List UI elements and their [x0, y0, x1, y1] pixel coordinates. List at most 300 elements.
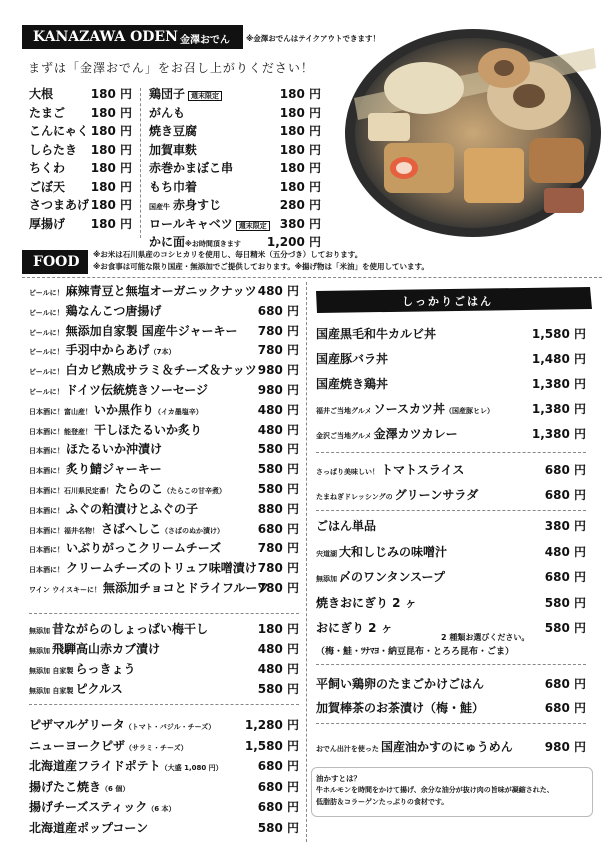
menu-row [29, 141, 132, 159]
item-prefix: 宍道湖 [316, 549, 337, 558]
item-prefix: ビールに！ [29, 328, 64, 337]
menu-item-left [29, 381, 208, 398]
rice-divider [316, 664, 586, 665]
menu-item-left [29, 401, 203, 418]
item-name: ほたるいか沖漬け [66, 442, 163, 457]
menu-item-left [316, 375, 388, 392]
item-prefix: 無添加 自家製 [29, 687, 74, 695]
menu-item-left [316, 517, 376, 534]
item-price: 480 円 [257, 662, 299, 676]
menu-item-left [29, 819, 148, 836]
menu-row [149, 141, 321, 159]
item-price: 680 円 [257, 800, 299, 814]
item-price: 580 円 [257, 820, 299, 835]
menu-row [29, 401, 299, 419]
menu-item-left [29, 440, 162, 457]
menu-item-left [29, 757, 223, 774]
menu-row [316, 486, 586, 504]
menu-row [29, 196, 132, 214]
item-price: 680 円 [257, 759, 299, 773]
item-prefix: 日本酒に！ [29, 546, 64, 555]
item-name: しらたき [29, 142, 78, 157]
item-name: らっきょう [75, 662, 136, 676]
item-name: いか黒作り [94, 402, 155, 417]
item-price: 780 円 [257, 561, 299, 576]
item-price: 880 円 [257, 501, 299, 516]
menu-row [29, 361, 299, 379]
menu-row [316, 425, 586, 443]
menu-row [29, 737, 299, 755]
menu-item-left [29, 460, 162, 477]
item-name: ソースカツ丼 [373, 402, 445, 416]
tkg-list [316, 675, 586, 720]
item-price: 780 円 [257, 343, 299, 358]
menu-row [29, 716, 299, 734]
item-name: ニューヨークピザ [29, 738, 126, 753]
menu-item-left [316, 350, 388, 367]
item-price: 580 円 [257, 442, 299, 457]
menu-row [29, 520, 299, 538]
item-price: 580 円 [544, 621, 586, 635]
hearty-title: しっかりごはん [402, 295, 493, 308]
item-name: ごぼ天 [29, 179, 66, 194]
pickle-list [29, 620, 299, 700]
item-name: 〆のワンタンスープ [339, 570, 445, 584]
item-price: 480 円 [257, 642, 299, 656]
item-name: 手羽中からあげ [65, 343, 150, 358]
item-name: ちくわ [29, 161, 66, 175]
menu-item-left [316, 675, 484, 692]
menu-item-left [316, 543, 447, 560]
menu-row [29, 341, 299, 359]
item-name: がんも [149, 105, 186, 120]
item-name: さつまあげ [29, 198, 90, 212]
item-prefix: 日本酒に！ [29, 566, 64, 575]
item-prefix: 無添加 自家製 [29, 667, 74, 675]
menu-item-left [316, 325, 436, 342]
item-prefix: 日本酒に！石川県民定番！ [29, 487, 113, 495]
item-name: 加賀棒茶のお茶漬け（梅・鮭） [316, 701, 485, 715]
menu-item-left [29, 282, 257, 299]
menu-row [149, 178, 321, 196]
item-price: 580 円 [257, 682, 299, 696]
item-name: ドイツ伝統焼きソーセージ [65, 383, 209, 397]
item-price: 680 円 [544, 677, 586, 691]
menu-row [29, 680, 299, 698]
item-price: 180 円 [90, 216, 132, 231]
item-price: 180 円 [279, 142, 321, 157]
menu-item-left [29, 480, 226, 497]
item-name: 赤身すじ [173, 198, 222, 212]
item-price: 180 円 [279, 124, 321, 138]
item-prefix: 無添加 [316, 575, 337, 583]
item-prefix: 日本酒に！ [29, 447, 64, 456]
menu-row [316, 594, 586, 612]
menu-row [29, 539, 299, 557]
menu-item-left [29, 159, 65, 176]
menu-item-left [149, 104, 185, 121]
item-prefix: 日本酒に！福井名物！ [29, 526, 99, 535]
item-prefix: 無添加 [29, 647, 50, 655]
item-name: 国産豚バラ丼 [316, 352, 389, 366]
onigiri-flavors: （梅・鮭・ﾂﾅﾏﾖ・納豆昆布・とろろ昆布・ごま） [316, 647, 515, 657]
menu-row [29, 440, 299, 458]
item-prefix: ビールに！ [29, 308, 64, 317]
menu-item-left [316, 699, 484, 716]
menu-item-left [29, 660, 135, 677]
item-price: 980 円 [257, 363, 299, 378]
food-note-2: ※お食事は可能な限り国産・無添加でご提供しております。※揚げ物は「米油」を使用しています。 [93, 262, 429, 271]
menu-row [316, 400, 586, 418]
menu-item-left [29, 520, 224, 537]
item-price: 480 円 [544, 544, 586, 559]
menu-row [149, 196, 321, 214]
item-price: 180 円 [90, 105, 132, 120]
aburakasu-text-2: 低脂肪＆コラーゲンたっぷりの食材です。 [316, 798, 449, 806]
item-name: 揚げチーズスティック [29, 800, 148, 814]
menu-row [29, 178, 132, 196]
pickle-divider [29, 704, 299, 705]
menu-item-left [149, 159, 233, 176]
menu-item-left [29, 539, 221, 556]
item-name: 昔ながらのしょっぱい梅干し [52, 622, 209, 636]
item-name: 大和しじみの味噌汁 [339, 544, 448, 559]
item-name: さばへしこ [101, 521, 162, 536]
nyumen-row [316, 738, 586, 756]
item-note: （サラミ・チーズ） [125, 743, 188, 752]
takeout-note: ※金澤おでんはテイクアウトできます！ [246, 34, 381, 43]
western-list [29, 716, 299, 836]
item-name: 白カビ熟成サラミ＆チーズ＆ナッツ [65, 363, 257, 378]
menu-item-left [316, 400, 494, 417]
menu-row [316, 738, 586, 756]
item-price: 1,580 円 [531, 327, 586, 341]
item-price: 180 円 [279, 179, 321, 194]
aburakasu-box [311, 767, 593, 817]
menu-item-left [316, 568, 445, 585]
menu-row [29, 159, 132, 177]
item-prefix: 日本酒に！ [29, 506, 64, 515]
item-price: 1,380 円 [531, 427, 586, 441]
menu-row [149, 104, 321, 122]
menu-item-left [29, 798, 176, 815]
item-name: 無添加自家製 国産牛ジャーキー [65, 323, 238, 338]
item-price: 380 円 [279, 216, 321, 231]
menu-row [29, 282, 299, 300]
menu-row [29, 381, 299, 399]
menu-row [29, 757, 299, 775]
menu-item-left [149, 196, 221, 213]
item-name: ピザマルゲリータ [29, 718, 125, 732]
tag-title-jp: 金澤おでん [180, 35, 230, 46]
item-price: 180 円 [90, 124, 132, 138]
menu-row [29, 620, 299, 638]
menu-row [29, 215, 132, 233]
item-prefix: たまねぎドレッシングの [316, 493, 393, 501]
onigiri-note: 2 種類お選びください。 [441, 633, 530, 642]
item-price: 1,280 円 [244, 718, 299, 732]
salad-list [316, 461, 586, 511]
item-price: 680 円 [544, 701, 586, 715]
salad-divider [316, 510, 586, 511]
menu-item-left [29, 322, 238, 339]
item-name: 揚げたこ焼き [29, 779, 102, 794]
menu-item-left [316, 619, 393, 636]
item-note: （イカ墨塩辛） [154, 407, 203, 416]
item-note: （大盛 1,080 円） [160, 764, 223, 772]
item-note: ※お時間頂きます [185, 240, 241, 248]
menu-row [29, 660, 299, 678]
item-price: 680 円 [257, 521, 299, 536]
item-price: 480 円 [257, 402, 299, 417]
menu-item-left [149, 178, 197, 195]
menu-row [316, 543, 586, 561]
food-top-rule [22, 277, 602, 278]
menu-item-left [29, 680, 123, 697]
menu-row [29, 421, 299, 439]
menu-row [29, 302, 299, 320]
item-prefix: 日本酒に！ [29, 467, 64, 476]
item-price: 1,480 円 [531, 352, 586, 366]
item-name: いぶりがっこクリームチーズ [66, 541, 222, 556]
snack-divider [29, 613, 299, 614]
tkg-divider [316, 723, 586, 724]
menu-item-left [316, 461, 464, 478]
item-price: 580 円 [544, 595, 586, 610]
menu-item-left [316, 425, 458, 442]
item-name: もち巾着 [149, 179, 198, 194]
item-prefix: ビールに！ [29, 289, 64, 297]
weekend-badge: 週末限定 [236, 221, 270, 231]
menu-item-left [29, 500, 198, 517]
intro-text: まずは「金澤おでん」をお召し上がりください！ [28, 61, 314, 75]
item-price: 680 円 [257, 303, 299, 318]
item-prefix: ワイン ウイスキーに！ [29, 586, 101, 594]
aburakasu-question: 油かすとは？ [316, 774, 361, 783]
item-name: 麻辣青豆と無塩オーガニックナッツ [65, 284, 257, 298]
item-prefix: 金沢ご当地グルメ [316, 432, 372, 440]
menu-item-left [29, 579, 269, 596]
item-price: 480 円 [257, 284, 299, 298]
item-name: 国産焼き鶏丼 [316, 377, 389, 391]
item-name: グリーンサラダ [394, 488, 479, 502]
item-prefix: おでん出汁を使った [316, 745, 379, 753]
menu-item-left [29, 196, 89, 213]
menu-row [29, 819, 299, 837]
menu-item-left [29, 215, 65, 232]
menu-item-left [149, 141, 197, 158]
item-note: （6 個） [101, 784, 130, 793]
item-name: たまご [29, 105, 66, 120]
menu-row [29, 500, 299, 518]
item-name: かに面 [149, 235, 186, 249]
item-price: 180 円 [257, 622, 299, 636]
menu-row [316, 325, 586, 343]
menu-row [29, 460, 299, 478]
item-price: 580 円 [257, 462, 299, 477]
item-price: 180 円 [90, 179, 132, 194]
menu-row [149, 85, 321, 103]
item-name: 干しほたるいか炙り [94, 422, 203, 437]
column-divider [306, 282, 307, 842]
item-price: 180 円 [279, 87, 321, 101]
menu-item-left [29, 361, 257, 378]
tag-title: KANAZAWA ODEN [33, 29, 178, 45]
menu-row [316, 461, 586, 479]
item-price: 180 円 [279, 161, 321, 175]
item-name: ごはん単品 [316, 519, 377, 533]
item-name: 厚揚げ [29, 216, 66, 231]
oden-divider [140, 88, 141, 238]
item-price: 780 円 [257, 323, 299, 338]
weekend-badge: 週末限定 [188, 91, 222, 101]
item-prefix: さっぱり美味しい！ [316, 468, 379, 476]
menu-item-left [149, 215, 270, 232]
item-name: 赤巻かまぼこ串 [149, 161, 234, 175]
item-name: 国産黒毛和牛カルビ丼 [316, 327, 437, 341]
item-prefix: 無添加 [29, 627, 50, 635]
menu-item-left [149, 85, 222, 102]
item-price: 280 円 [279, 198, 321, 212]
menu-row [29, 85, 132, 103]
item-price: 180 円 [90, 87, 132, 101]
item-price: 1,200 円 [266, 235, 321, 249]
item-name: 北海道産ポップコーン [29, 820, 149, 835]
food-tag-title: FOOD [33, 254, 80, 270]
menu-row [316, 517, 586, 535]
item-prefix: ビールに！ [29, 368, 64, 377]
item-name: おにぎり 2 ヶ [316, 621, 393, 635]
menu-item-left [29, 737, 188, 754]
menu-item-left [149, 122, 197, 139]
menu-row [29, 798, 299, 816]
rice-list [316, 517, 586, 635]
item-price: 580 円 [257, 482, 299, 496]
item-price: 380 円 [544, 519, 586, 533]
item-prefix: 国産牛 [149, 203, 170, 211]
menu-item-left [29, 640, 160, 657]
menu-row [29, 322, 299, 340]
item-prefix: ビールに！ [29, 388, 64, 396]
item-name: 金澤カツカレー [373, 427, 458, 441]
item-name: 無添加チョコとドライフルーツ [102, 581, 269, 595]
item-name: こんにゃく [29, 124, 89, 138]
item-name: ふぐの粕漬けとふぐの子 [66, 501, 199, 516]
item-note: （国産豚ヒレ） [445, 407, 494, 415]
item-note: （トマト・バジル・チーズ） [124, 723, 216, 731]
item-name: クリームチーズのトリュフ味噌漬け [66, 561, 257, 576]
menu-item-left [29, 104, 65, 121]
menu-row [29, 104, 132, 122]
item-name: 加賀車麩 [149, 142, 198, 157]
item-name: 鶏なんこつ唐揚げ [65, 303, 162, 318]
item-name: ロールキャベツ [149, 216, 233, 231]
aburakasu-text-1: 牛ホルモンを時間をかけて揚げ、余分な油分が抜け肉の旨味が凝縮された、 [316, 786, 554, 794]
bowl-list [316, 325, 586, 450]
oden-list-left [29, 85, 132, 235]
menu-row [29, 122, 132, 140]
menu-item-left [29, 341, 175, 358]
item-price: 180 円 [90, 161, 132, 175]
snack-list [29, 282, 299, 612]
oden-list-right [149, 85, 321, 249]
item-prefix: ビールに！ [29, 348, 64, 357]
menu-item-left [29, 141, 77, 158]
menu-item-left [316, 594, 417, 611]
item-name: 平飼い鶏卵のたまごかけごはん [316, 677, 485, 691]
menu-row [29, 480, 299, 498]
item-name: 大根 [29, 87, 54, 101]
item-price: 1,580 円 [244, 738, 299, 753]
item-note: （たらこの甘辛煮） [163, 487, 227, 495]
menu-item-left [149, 233, 241, 250]
item-price: 180 円 [279, 105, 321, 120]
oden-photo [344, 28, 602, 238]
item-price: 180 円 [90, 142, 132, 157]
menu-item-left [29, 122, 89, 139]
item-name: 飛騨高山赤カブ漬け [52, 642, 161, 656]
item-price: 980 円 [257, 383, 299, 397]
menu-item-left [29, 778, 129, 795]
item-name: 国産油かすのにゅうめん [380, 740, 513, 754]
item-name: ピクルス [75, 682, 123, 696]
menu-row [316, 675, 586, 693]
item-name: たらのこ [115, 482, 164, 496]
menu-item-left [29, 421, 202, 438]
item-price: 680 円 [544, 463, 586, 477]
menu-row [29, 559, 299, 577]
menu-item-left [29, 178, 65, 195]
menu-row [149, 159, 321, 177]
menu-row [316, 699, 586, 717]
item-price: 1,380 円 [531, 377, 586, 391]
item-prefix: 日本酒に！能登産！ [29, 427, 92, 436]
item-price: 680 円 [544, 488, 586, 502]
item-note: （さばのぬか漬け） [161, 526, 225, 535]
item-price: 680 円 [257, 779, 299, 794]
item-name: トマトスライス [381, 463, 465, 477]
item-price: 780 円 [257, 581, 299, 595]
menu-row [316, 350, 586, 368]
menu-row [29, 778, 299, 796]
item-name: 炙り鯖ジャーキー [66, 462, 162, 477]
item-price: 680 円 [544, 570, 586, 584]
menu-item-left [29, 85, 53, 102]
menu-item-left [29, 716, 215, 733]
menu-item-left [29, 302, 161, 319]
item-price: 780 円 [257, 541, 299, 556]
menu-item-left [316, 486, 478, 503]
menu-row [29, 640, 299, 658]
food-note-1: ※お米は石川県産のコシヒカリを使用し、毎日精米（五分づき）しております。 [93, 250, 363, 259]
item-prefix: 福井ご当地グルメ [316, 407, 372, 415]
menu-item-left [29, 620, 208, 637]
item-price: 480 円 [257, 422, 299, 437]
menu-item-left [29, 559, 257, 576]
item-name: 鶏団子 [149, 87, 186, 101]
item-price: 1,380 円 [531, 402, 586, 416]
menu-row [149, 215, 321, 233]
menu-row [316, 568, 586, 586]
section-tag-oden [22, 25, 243, 49]
menu-row [29, 579, 299, 597]
item-name: 北海道産フライドポテト [29, 759, 161, 773]
item-name: 焼きおにぎり 2 ヶ [316, 595, 417, 610]
item-prefix: 日本酒に！富山産！ [29, 407, 92, 416]
item-price: 180 円 [90, 198, 132, 212]
item-price: 980 円 [544, 740, 586, 754]
bowl-divider [316, 452, 586, 453]
